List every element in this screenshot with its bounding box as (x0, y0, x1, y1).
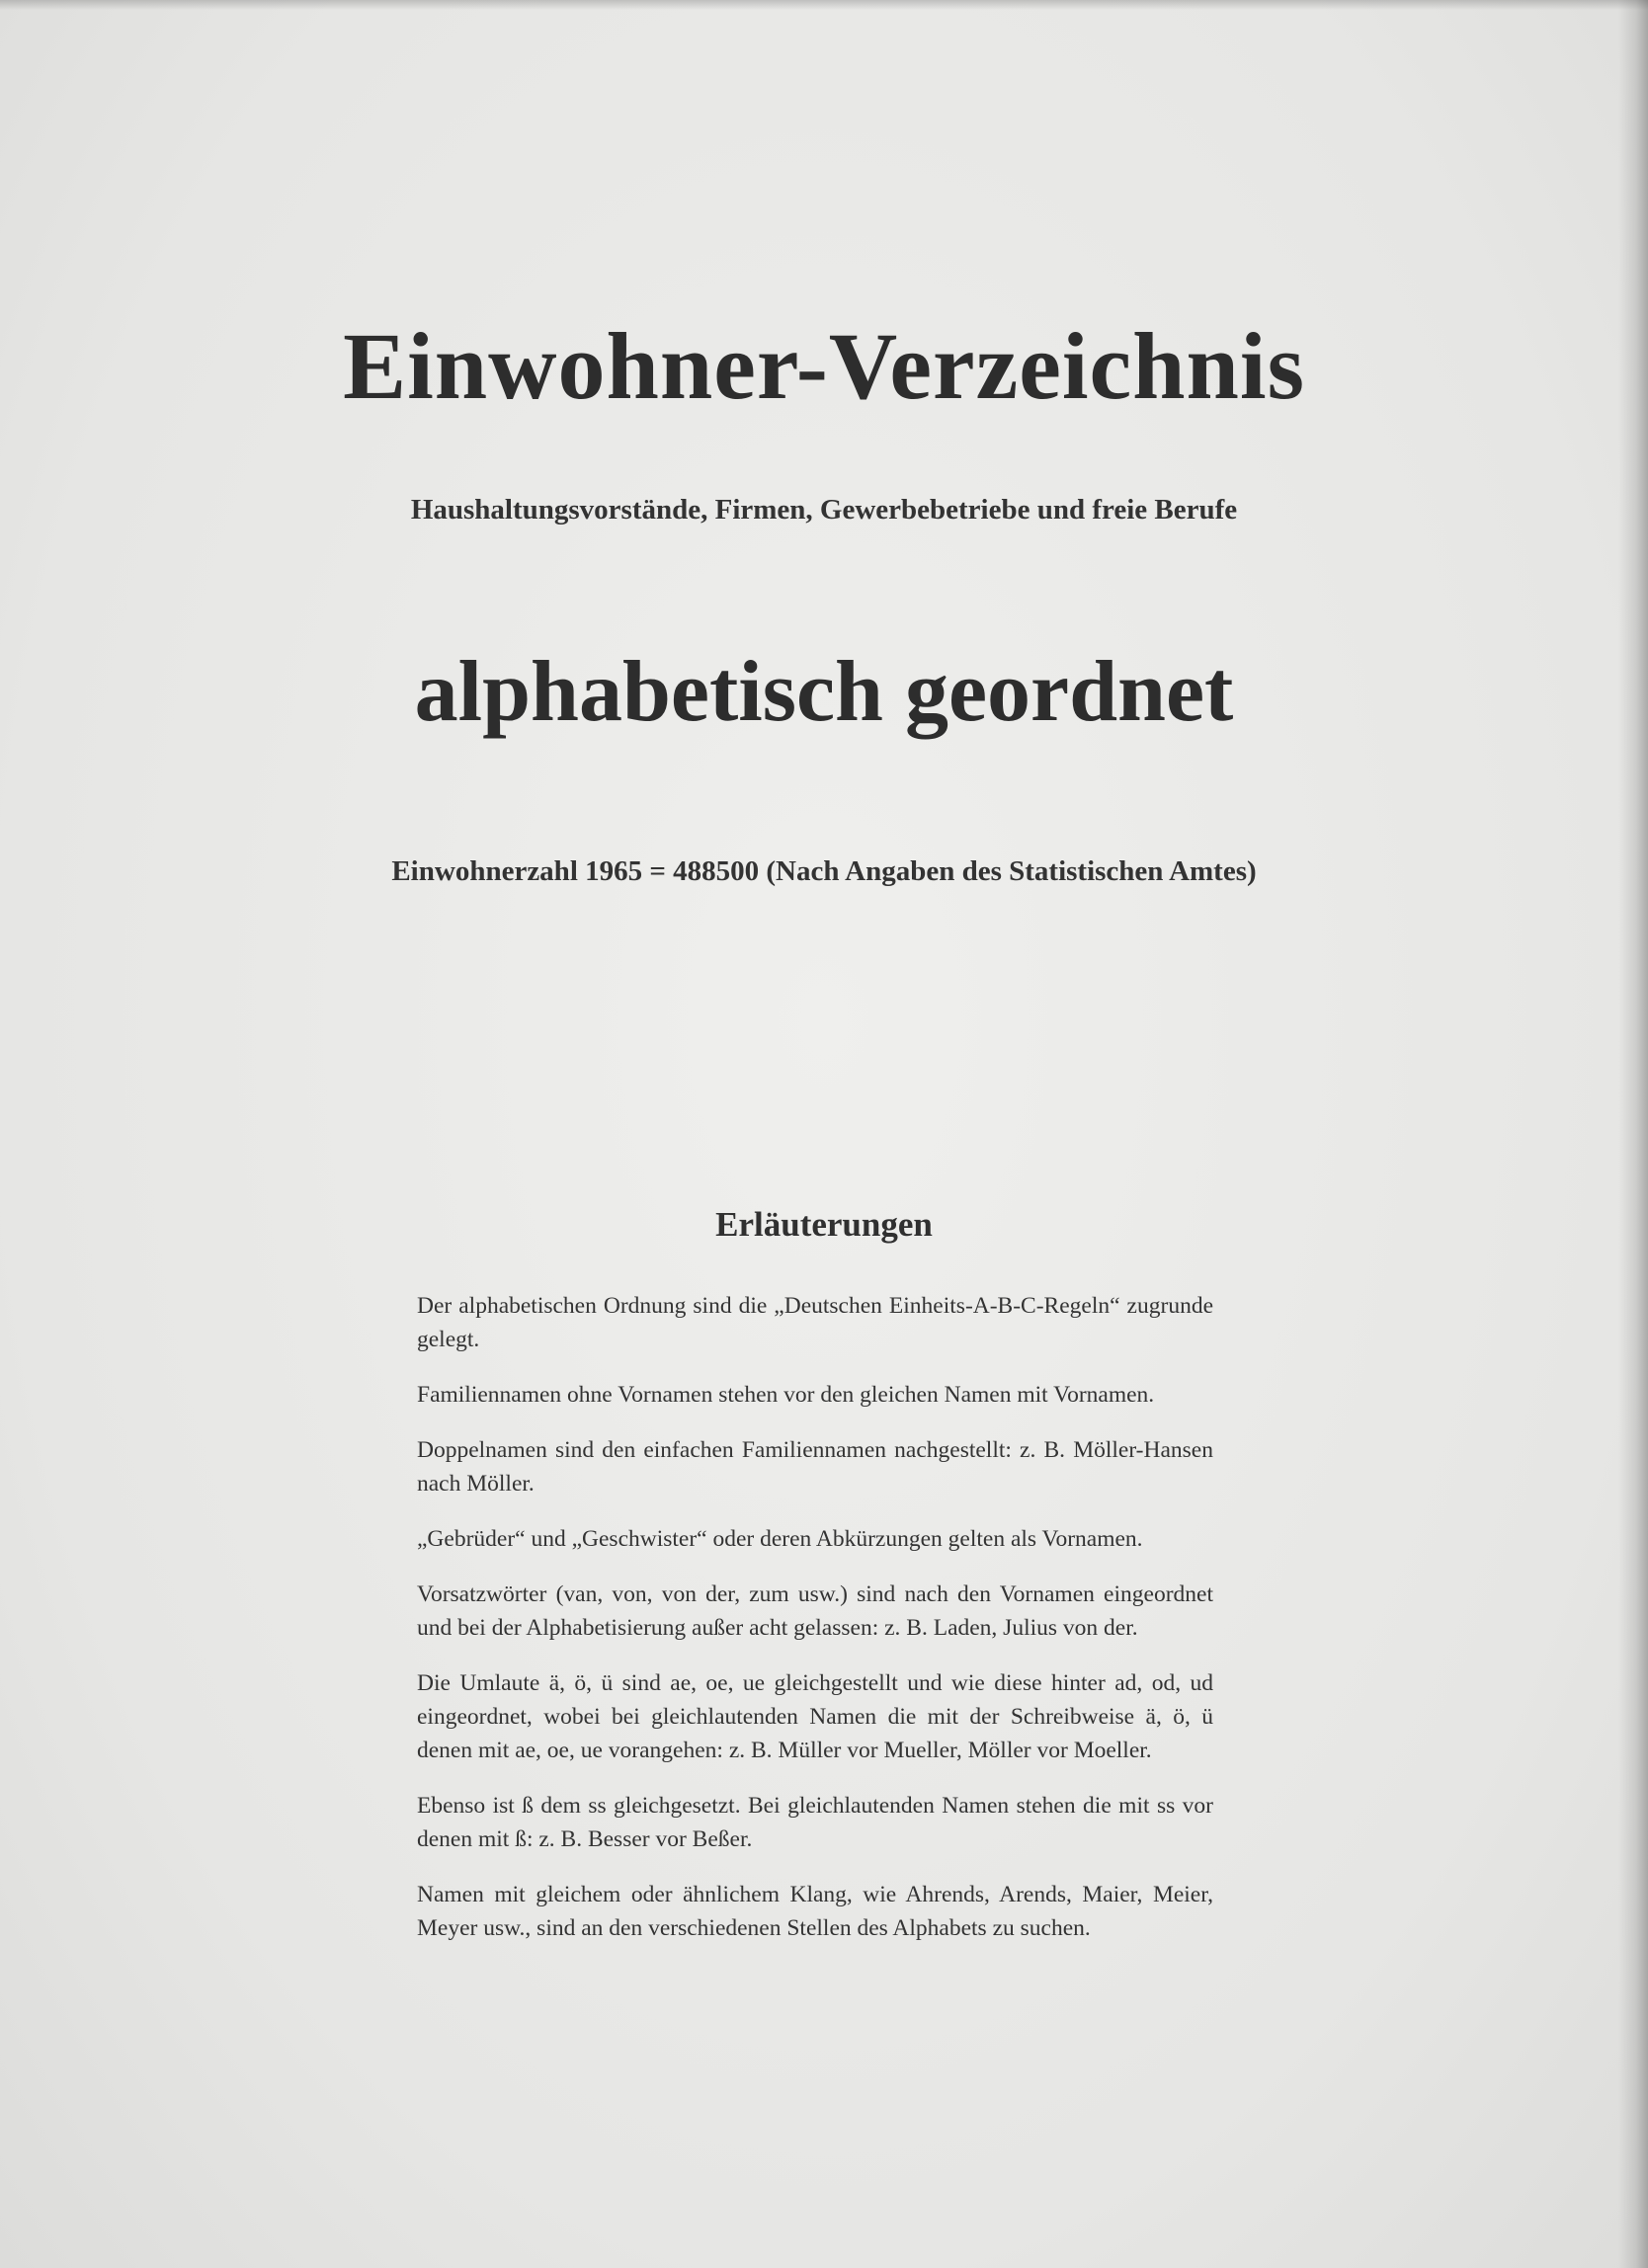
page-top-shadow (0, 0, 1648, 10)
rule-paragraph: Namen mit gleichem oder ähnlichem Klang, wie Ahrends, Arends, Maier, Meier, Meyer usw., sind an den verschiedenen Stellen des Alphabets zu suchen. (417, 1882, 1213, 1941)
explanations-heading: Erläuterungen (715, 1205, 933, 1244)
page-subtitle: Haushaltungsvorstände, Firmen, Gewerbebetriebe und freie Berufe (410, 494, 1238, 526)
population-line: Einwohnerzahl 1965 = 488500 (Nach Angaben des Statistischen Amtes) (391, 855, 1257, 887)
rule-paragraph: Die Umlaute ä, ö, ü sind ae, oe, ue gleichgestellt und wie diese hinter ad, od, ud eingeordnet, wobei bei gleichlautenden Namen die mit der Schreibweise ä, ö, ü denen mit ae, oe, ue vorangehen: z. B. Müller vor Mueller, Möller vor Moeller. (417, 1670, 1213, 1763)
rule-paragraph: Ebenso ist ß dem ss gleichgesetzt. Bei gleichlautenden Namen stehen die mit ss vor denen mit ß: z. B. Besser vor Beßer. (417, 1793, 1213, 1852)
rule-paragraph: Doppelnamen sind den einfachen Familiennamen nachgestellt: z. B. Möller-Hansen nach Möller. (417, 1437, 1213, 1497)
ordering-heading: alphabetisch geordnet (414, 644, 1234, 740)
rule-paragraph: Familiennamen ohne Vornamen stehen vor den gleichen Namen mit Vornamen. (417, 1382, 1155, 1408)
rule-paragraph: Der alphabetischen Ordnung sind die „Deutschen Einheits-A-B-C-Regeln“ zugrunde gelegt. (417, 1293, 1213, 1352)
page-title: Einwohner-Verzeichnis (343, 313, 1305, 419)
rule-paragraph: Vorsatzwörter (van, von, von der, zum usw.) sind nach den Vornamen eingeordnet und bei der Alphabetisierung außer acht gelassen: z. B. Laden, Julius von der. (417, 1581, 1213, 1641)
rule-paragraph: „Gebrüder“ und „Geschwister“ oder deren Abkürzungen gelten als Vornamen. (417, 1526, 1143, 1552)
explanations-list (417, 1289, 1213, 1967)
